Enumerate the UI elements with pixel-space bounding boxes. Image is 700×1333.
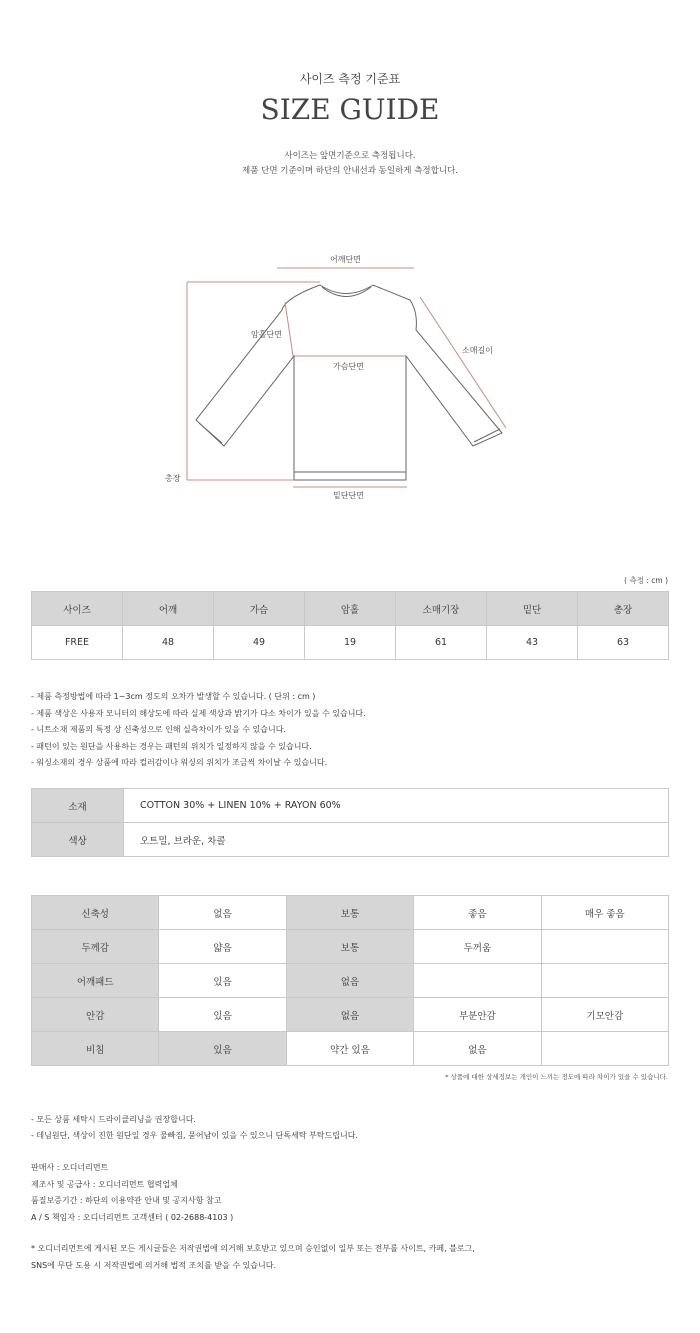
hem-label: 밑단단면 <box>333 491 364 500</box>
header-cell: 암홀 <box>305 592 396 626</box>
table-cell: 43 <box>487 626 578 660</box>
row-label: 어깨패드 <box>32 964 159 998</box>
length-label: 총장 <box>165 474 181 483</box>
feel-note: * 상품에 대한 상세정보는 개인이 느끼는 정도에 따라 차이가 있을 수 있습니다. <box>445 1073 668 1081</box>
table-cell: 48 <box>123 626 214 660</box>
row-label: 두께감 <box>32 930 159 964</box>
company-line: 품질보증기간 : 하단의 이용약관 안내 및 공지사항 참고 <box>31 1196 222 1205</box>
table-cell <box>541 964 668 998</box>
subtitle: 사이즈 측정 기준표 <box>299 72 401 86</box>
note-line: - 패턴이 있는 원단을 사용하는 경우는 패턴의 위치가 일정하지 않을 수 있습니다. <box>31 741 312 751</box>
table-cell: 좋음 <box>414 896 541 930</box>
table-row <box>32 964 669 998</box>
sleeve-label: 소매길이 <box>462 346 493 355</box>
fabric-feel-table <box>31 895 669 1066</box>
selected-cell: 없음 <box>286 964 413 998</box>
table-cell: FREE <box>32 626 123 660</box>
company-line: 제조사 및 공급사 : 오디너리먼트 협력업체 <box>31 1179 178 1189</box>
care-line: - 데님원단, 색상이 진한 원단일 경우 물빠짐, 묻어남이 있을 수 있으니 단독세탁 부탁드립니다. <box>31 1131 358 1140</box>
table-cell <box>541 1032 668 1066</box>
care-instructions <box>31 1112 358 1144</box>
table-row <box>32 1032 669 1066</box>
header-cell: 총장 <box>578 592 669 626</box>
note-line: - 니트소재 제품의 특정 상 신축성으로 인해 실측차이가 있을 수 있습니다. <box>31 725 286 734</box>
table-row <box>32 789 669 823</box>
table-cell: 있음 <box>159 964 286 998</box>
description-line: 제품 단면 기준이며 하단의 안내선과 동일하게 측정합니다. <box>242 166 458 176</box>
table-row <box>32 823 669 857</box>
selected-cell: 보통 <box>286 896 413 930</box>
sweater-outline <box>196 285 502 480</box>
table-cell: 없음 <box>159 896 286 930</box>
table-cell: 있음 <box>159 998 286 1032</box>
description-line: 사이즈는 앞면기준으로 측정됩니다. <box>284 151 416 161</box>
table-cell: 두꺼움 <box>414 930 541 964</box>
selected-cell: 없음 <box>286 998 413 1032</box>
row-label: 비침 <box>32 1032 159 1066</box>
note-line: - 제품 측정방법에 따라 1~3cm 정도의 오차가 발생할 수 있습니다. ( 단위 : cm ) <box>31 692 316 701</box>
table-cell <box>541 930 668 964</box>
table-row <box>32 896 669 930</box>
table-row <box>32 626 669 660</box>
note-line: - 워싱소재의 경우 상품에 따라 컬러감이나 워싱의 위치가 조금씩 차이날 수 있습니다. <box>31 758 328 767</box>
company-line: A / S 책임자 : 오디너리먼트 고객센터 ( 02-2688-4103 ) <box>31 1212 234 1222</box>
material-label: 소재 <box>32 789 124 823</box>
table-cell: 기모안감 <box>541 998 668 1032</box>
company-info <box>31 1160 233 1226</box>
material-table <box>31 788 669 857</box>
sleeve-line <box>420 297 506 428</box>
table-cell: 49 <box>214 626 305 660</box>
chest-label: 가슴단면 <box>333 362 364 371</box>
header-cell: 소매기장 <box>396 592 487 626</box>
copyright-notice <box>31 1240 475 1274</box>
table-cell: 19 <box>305 626 396 660</box>
sweater-illustration <box>0 240 700 510</box>
header-cell: 어깨 <box>123 592 214 626</box>
company-line: 판매사 : 오디너리먼트 <box>31 1163 109 1172</box>
color-label: 색상 <box>32 823 124 857</box>
material-value: COTTON 30% + LINEN 10% + RAYON 60% <box>124 789 669 823</box>
table-cell: 부분안감 <box>414 998 541 1032</box>
table-cell: 약간 있음 <box>286 1032 413 1066</box>
armhole-line <box>285 302 293 356</box>
table-cell: 매우 좋음 <box>541 896 668 930</box>
size-table <box>31 591 669 660</box>
row-label: 안감 <box>32 998 159 1032</box>
header-cell: 밑단 <box>487 592 578 626</box>
table-cell: 얇음 <box>159 930 286 964</box>
armhole-label: 암홀단면 <box>251 330 282 339</box>
header-cell: 가슴 <box>214 592 305 626</box>
page-title: SIZE GUIDE <box>260 93 440 126</box>
copyright-line: SNS에 무단 도용 시 저작권법에 의거해 법적 조치를 받을 수 있습니다. <box>31 1261 277 1270</box>
unit-label: ( 측정 : cm ) <box>624 576 668 585</box>
copyright-line: * 오디너리먼트에 게시된 모든 게시글들은 저작권법에 의거해 보호받고 있으며 승인없이 일부 또는 전부를 사이트, 카페, 블로그, <box>31 1244 475 1253</box>
selected-cell: 있음 <box>159 1032 286 1066</box>
table-row <box>32 998 669 1032</box>
care-line: - 모든 상품 세탁시 드라이클리닝을 권장합니다. <box>31 1115 196 1124</box>
note-line: - 제품 색상은 사용자 모니터의 해상도에 따라 실제 색상과 밝기가 다소 차이가 있을 수 있습니다. <box>31 708 366 718</box>
color-value: 오트밀, 브라운, 차콜 <box>124 823 669 857</box>
measure-lines <box>187 268 506 487</box>
table-row <box>32 930 669 964</box>
selected-cell: 보통 <box>286 930 413 964</box>
table-cell: 없음 <box>414 1032 541 1066</box>
header-cell: 사이즈 <box>32 592 123 626</box>
measurement-diagram <box>0 240 700 510</box>
measurement-notes <box>31 689 366 772</box>
size-table-header <box>32 592 669 626</box>
shoulder-label: 어깨단면 <box>330 255 361 264</box>
table-cell <box>414 964 541 998</box>
table-cell: 61 <box>396 626 487 660</box>
table-cell: 63 <box>578 626 669 660</box>
row-label: 신축성 <box>32 896 159 930</box>
